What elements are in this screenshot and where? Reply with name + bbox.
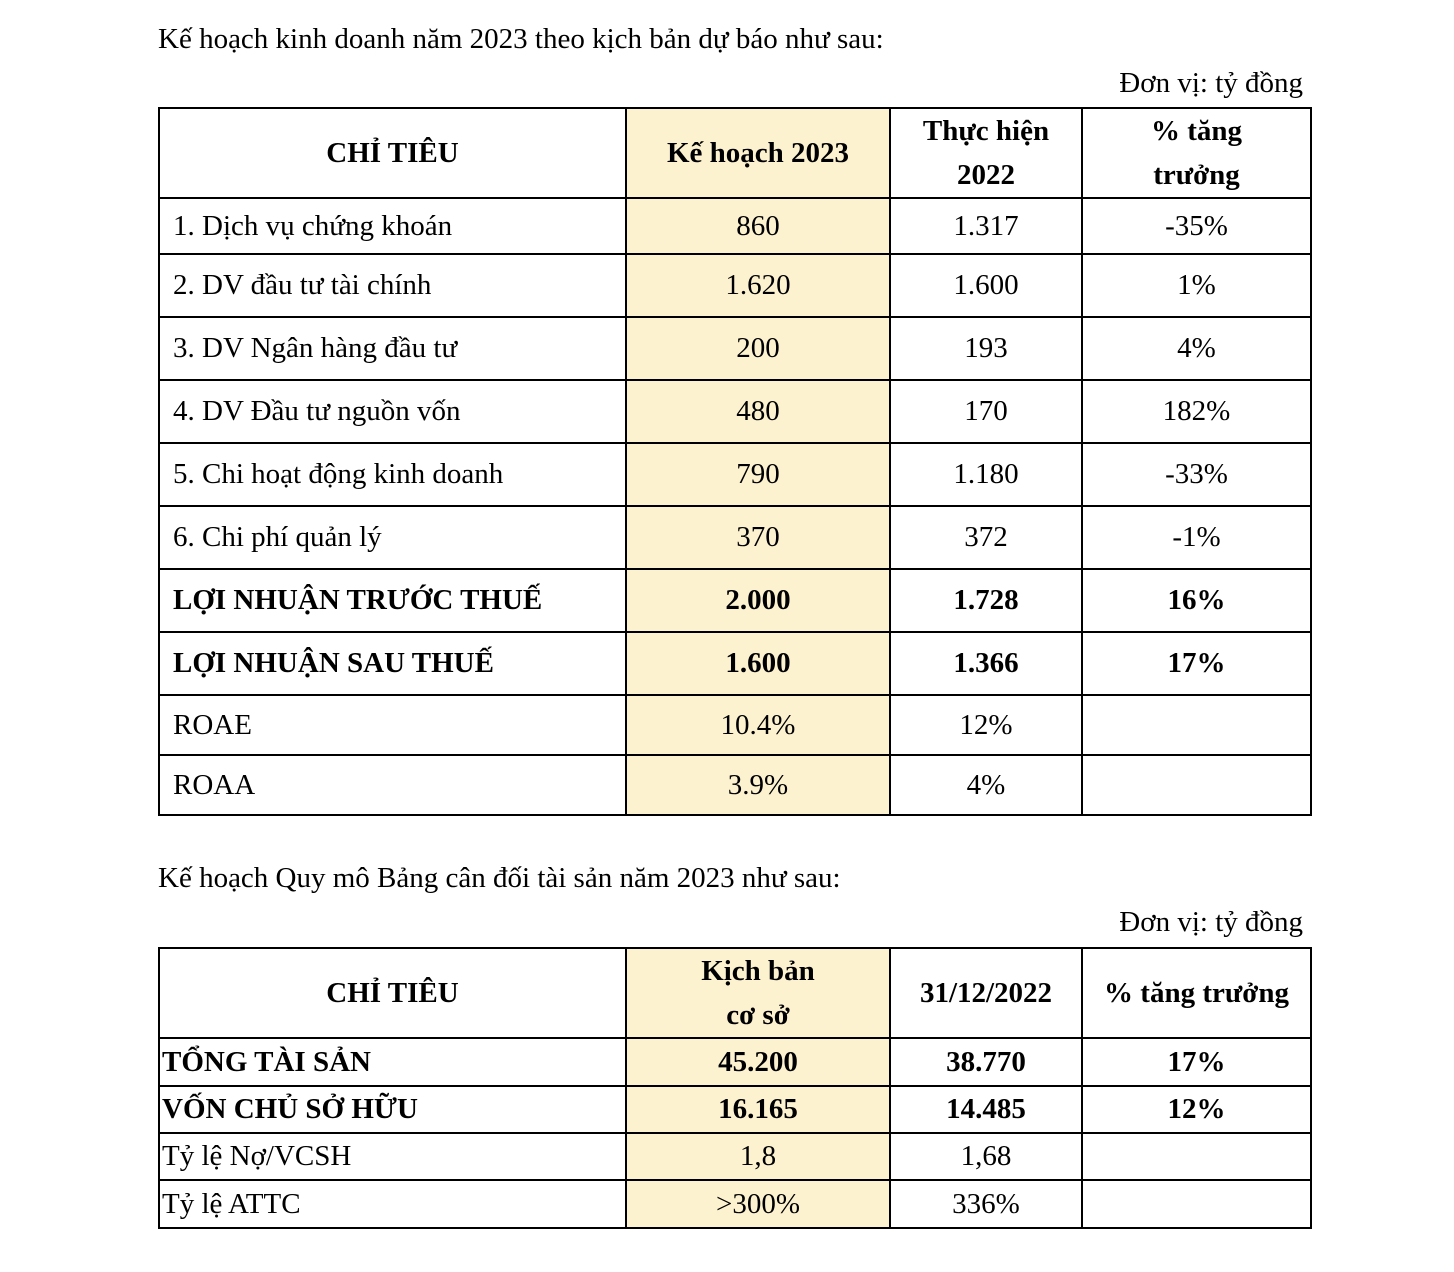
row-label: ROAA: [159, 755, 626, 815]
table-row-total-assets: [159, 1038, 1311, 1086]
actual-value: 1.180: [890, 443, 1082, 506]
table-row: [159, 380, 1311, 443]
plan-unit-label: Đơn vị: tỷ đồng: [1119, 67, 1303, 99]
plan-value: 790: [626, 443, 890, 506]
plan-value: 10.4%: [626, 695, 890, 755]
table-header-row: [159, 948, 1311, 1038]
growth-value: 17%: [1082, 1038, 1311, 1086]
table-row-profit-after-tax: [159, 632, 1311, 695]
header-actual-2022: Thực hiện 2022: [890, 108, 1082, 198]
table-row: [159, 506, 1311, 569]
plan-value: 860: [626, 198, 890, 254]
growth-value: 16%: [1082, 569, 1311, 632]
balance-unit-label: Đơn vị: tỷ đồng: [1119, 906, 1303, 938]
row-label: Tỷ lệ ATTC: [159, 1180, 626, 1228]
table-row-equity: [159, 1086, 1311, 1133]
actual-value: 1.728: [890, 569, 1082, 632]
actual-value: 38.770: [890, 1038, 1082, 1086]
row-label: 5. Chi hoạt động kinh doanh: [159, 443, 626, 506]
actual-value: 12%: [890, 695, 1082, 755]
growth-value: -1%: [1082, 506, 1311, 569]
growth-value: 182%: [1082, 380, 1311, 443]
header-date-2022: 31/12/2022: [890, 948, 1082, 1038]
growth-value: 17%: [1082, 632, 1311, 695]
actual-value: 372: [890, 506, 1082, 569]
row-label: 1. Dịch vụ chứng khoán: [159, 198, 626, 254]
row-label: ROAE: [159, 695, 626, 755]
row-label: 2. DV đầu tư tài chính: [159, 254, 626, 317]
growth-value: [1082, 1133, 1311, 1180]
header-criteria: CHỈ TIÊU: [159, 948, 626, 1038]
actual-value: 1.317: [890, 198, 1082, 254]
plan-value: 370: [626, 506, 890, 569]
plan-value: 1.600: [626, 632, 890, 695]
actual-value: 170: [890, 380, 1082, 443]
plan-value: 2.000: [626, 569, 890, 632]
row-label: VỐN CHỦ SỞ HỮU: [159, 1086, 626, 1133]
actual-value: 4%: [890, 755, 1082, 815]
table-header-row: [159, 108, 1311, 198]
header-plan-2023: Kế hoạch 2023: [626, 108, 890, 198]
row-label: 3. DV Ngân hàng đầu tư: [159, 317, 626, 380]
plan-value: >300%: [626, 1180, 890, 1228]
plan-value: 3.9%: [626, 755, 890, 815]
actual-value: 1.366: [890, 632, 1082, 695]
growth-value: [1082, 1180, 1311, 1228]
row-label: 4. DV Đầu tư nguồn vốn: [159, 380, 626, 443]
actual-value: 1,68: [890, 1133, 1082, 1180]
plan-value: 480: [626, 380, 890, 443]
growth-value: -35%: [1082, 198, 1311, 254]
plan-value: 1,8: [626, 1133, 890, 1180]
table-row: [159, 443, 1311, 506]
growth-value: 12%: [1082, 1086, 1311, 1133]
business-plan-table: [158, 107, 1312, 816]
row-label: Tỷ lệ Nợ/VCSH: [159, 1133, 626, 1180]
actual-value: 336%: [890, 1180, 1082, 1228]
growth-value: [1082, 755, 1311, 815]
row-label: 6. Chi phí quản lý: [159, 506, 626, 569]
table-row: [159, 254, 1311, 317]
table-row: [159, 198, 1311, 254]
table-row: [159, 1133, 1311, 1180]
table-row-profit-before-tax: [159, 569, 1311, 632]
growth-value: -33%: [1082, 443, 1311, 506]
table-row: [159, 755, 1311, 815]
row-label: TỔNG TÀI SẢN: [159, 1038, 626, 1086]
plan-value: 200: [626, 317, 890, 380]
header-growth: % tăng trưởng: [1082, 948, 1311, 1038]
header-growth: % tăng trưởng: [1082, 108, 1311, 198]
row-label: LỢI NHUẬN SAU THUẾ: [159, 632, 626, 695]
balance-sheet-table: [158, 947, 1312, 1229]
header-criteria: CHỈ TIÊU: [159, 108, 626, 198]
actual-value: 193: [890, 317, 1082, 380]
balance-intro-text: Kế hoạch Quy mô Bảng cân đối tài sản năm 2023 như sau:: [158, 862, 841, 894]
growth-value: 1%: [1082, 254, 1311, 317]
actual-value: 14.485: [890, 1086, 1082, 1133]
table-row: [159, 695, 1311, 755]
growth-value: 4%: [1082, 317, 1311, 380]
plan-intro-text: Kế hoạch kinh doanh năm 2023 theo kịch bản dự báo như sau:: [158, 23, 884, 55]
header-base-scenario: Kịch bản cơ sở: [626, 948, 890, 1038]
table-row: [159, 317, 1311, 380]
growth-value: [1082, 695, 1311, 755]
plan-value: 1.620: [626, 254, 890, 317]
plan-value: 45.200: [626, 1038, 890, 1086]
table-row: [159, 1180, 1311, 1228]
plan-value: 16.165: [626, 1086, 890, 1133]
actual-value: 1.600: [890, 254, 1082, 317]
row-label: LỢI NHUẬN TRƯỚC THUẾ: [159, 569, 626, 632]
